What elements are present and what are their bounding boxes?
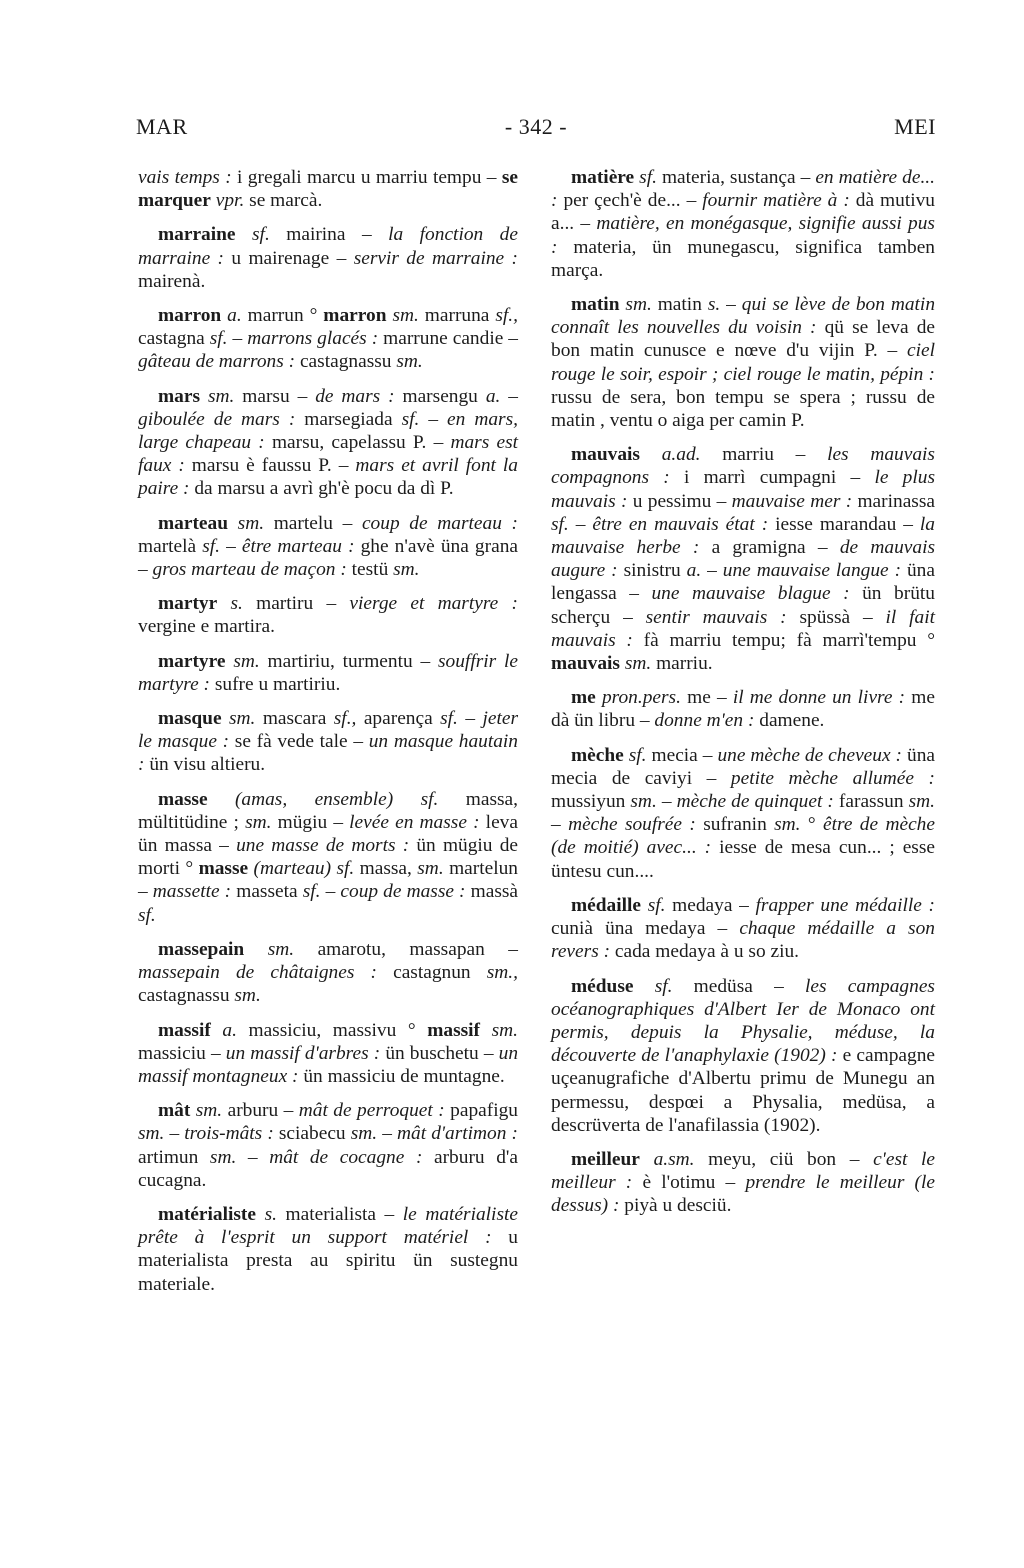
entry-headword: méduse	[571, 975, 634, 997]
entry-french-text: a.	[222, 1019, 237, 1041]
entry-french-text: vais temps :	[138, 167, 238, 188]
entry-monegasque-text: –	[568, 513, 593, 535]
entry-french-text: vierge et martyre :	[349, 593, 518, 615]
entry-french-text: s.	[230, 593, 243, 615]
entry-headword: marron	[158, 305, 222, 327]
dictionary-entry	[138, 304, 518, 374]
entry-french-text: matière, en monégasque, signifie aussi pus :	[551, 213, 935, 258]
entry-monegasque-text: –	[457, 708, 483, 730]
entry-french-text: s.	[264, 1203, 277, 1225]
entry-headword: mauvais	[571, 444, 640, 466]
entry-french-text: gâteau de marrons :	[138, 351, 296, 373]
entry-monegasque-text: marsu, capelassu P. –	[264, 432, 451, 454]
entry-french-text: mât d'artimon :	[397, 1123, 518, 1145]
dictionary-entry	[551, 293, 935, 432]
entry-french-text: en matière de... :	[551, 167, 935, 212]
entry-monegasque-text: massiciu, massivu °	[236, 1019, 428, 1041]
entry-monegasque-text: marruna	[418, 305, 496, 327]
entry-monegasque-text: martiriu, turmentu –	[259, 650, 438, 672]
entry-french-text: sm.	[229, 708, 256, 730]
entry-french-text: sf.	[401, 408, 420, 430]
entry-monegasque-text: ün massiciu de muntagne.	[298, 1065, 505, 1087]
dictionary-entry	[138, 1203, 518, 1296]
dictionary-entry	[551, 1148, 935, 1218]
entry-monegasque-text: castagnassu	[295, 351, 397, 373]
entry-monegasque-text: masseta	[231, 881, 303, 903]
entry-monegasque-text	[200, 386, 208, 407]
entry-french-text: sf.	[647, 894, 666, 916]
entry-french-text: mauvaise mer :	[731, 490, 853, 512]
entry-monegasque-text: marinassa	[852, 490, 936, 512]
entry-french-text: sm.	[774, 814, 801, 836]
entry-monegasque-text: ghe n'avè üna grana –	[138, 535, 518, 581]
entry-french-text: s.	[707, 294, 721, 316]
entry-headword: massif	[158, 1019, 211, 1041]
entry-monegasque-text: mügiu –	[271, 811, 350, 833]
entry-monegasque-text: arburu d'a cucagna.	[138, 1146, 518, 1191]
entry-french-text: mât de perroquet :	[298, 1100, 445, 1122]
entry-french-text: jeter le masque :	[138, 708, 518, 753]
entry-french-text: sm.	[624, 653, 652, 675]
entry-monegasque-text: è l'otimu –	[632, 1172, 746, 1194]
dictionary-entry	[138, 788, 518, 927]
entry-monegasque-text: medüsa –	[672, 975, 805, 997]
entry-french-text: sf.	[302, 881, 321, 903]
entry-monegasque-text: –	[377, 1123, 398, 1145]
entry-monegasque-text: massa, mültitüdine ;	[138, 788, 518, 833]
entry-monegasque-text	[641, 895, 648, 916]
entry-monegasque-text: martelà	[138, 535, 203, 557]
entry-monegasque-text: qü se leva de bon matin cunusce e nœve d'u vijin P. –	[551, 317, 935, 362]
entry-monegasque-text: castagnassu	[138, 985, 235, 1007]
entry-french-text: sm.,	[486, 962, 518, 984]
entry-monegasque-text: castagna	[138, 328, 210, 350]
entry-french-text: massepain de châtaignes :	[138, 962, 377, 984]
entry-monegasque-text: ün mügiu de morti °	[138, 835, 518, 880]
dictionary-entry	[551, 166, 935, 282]
dictionary-entry	[138, 1019, 518, 1089]
entry-french-text: fournir matière à :	[702, 190, 850, 212]
entry-subheadword: marron	[323, 305, 387, 327]
entry-monegasque-text: mairenà.	[138, 270, 206, 292]
entry-french-text: une mauvaise blague :	[651, 583, 850, 605]
entry-french-text: en mars, large chapeau :	[138, 408, 518, 454]
entry-monegasque-text: i marrì cumpagni –	[669, 467, 875, 489]
entry-headword: masse	[158, 788, 208, 810]
entry-monegasque-text	[480, 1020, 492, 1041]
entry-monegasque-text: se fà vede tale –	[229, 731, 369, 753]
entry-french-text: sentir mauvais :	[645, 606, 787, 628]
entry-monegasque-text: marriu –	[700, 444, 828, 466]
entry-french-text: sf.	[440, 708, 458, 730]
entry-monegasque-text: mussiyun	[551, 791, 631, 813]
entry-subheadword: se marquer	[138, 167, 518, 212]
entry-headword: mât	[158, 1100, 191, 1122]
entry-monegasque-text: martiru –	[242, 593, 350, 615]
entry-monegasque-text: se marcà.	[244, 190, 323, 212]
entry-french-text: un massif d'arbres :	[225, 1042, 381, 1064]
dictionary-entry	[138, 592, 518, 638]
entry-french-text: a.	[686, 560, 702, 582]
entry-monegasque-text: aparença	[356, 708, 441, 730]
entry-monegasque-text	[208, 789, 235, 810]
entry-french-text: a.	[485, 385, 501, 407]
entry-monegasque-text: me dà ün libru –	[551, 687, 935, 732]
entry-monegasque-text: massiciu –	[138, 1042, 226, 1064]
entry-french-text: frapper une médaille :	[755, 894, 935, 916]
entry-monegasque-text: u mairenage –	[224, 247, 354, 269]
entry-french-text: sf.	[252, 224, 270, 246]
entry-monegasque-text: materialista –	[276, 1203, 403, 1225]
entry-french-text: la fonction de marraine :	[138, 224, 518, 269]
page-header	[136, 114, 936, 154]
entry-french-text: sm.	[417, 858, 444, 880]
entry-french-text: mât de cocagne :	[269, 1146, 423, 1168]
entry-monegasque-text	[217, 593, 230, 614]
entry-monegasque-text: mecia –	[646, 744, 718, 766]
entry-monegasque-text: testü	[346, 559, 394, 581]
dictionary-entry	[138, 166, 518, 212]
entry-monegasque-text: –	[164, 1123, 185, 1145]
entry-french-text: un massif montagneux :	[138, 1042, 519, 1087]
entry-french-text: gros marteau de maçon :	[152, 559, 347, 581]
entry-french-text: sf.	[628, 744, 647, 766]
dictionary-entry	[138, 385, 518, 501]
entry-french-text: une mèche de cheveux :	[717, 744, 903, 766]
entry-monegasque-text: damene.	[754, 710, 825, 732]
entry-french-text: de mauvais augure :	[551, 537, 935, 582]
entry-monegasque-text	[640, 444, 662, 465]
entry-monegasque-text: –	[236, 1146, 270, 1168]
entry-monegasque-text: cada medaya à u so ziu.	[610, 941, 800, 963]
entry-french-text: coup de marteau :	[361, 512, 518, 534]
entry-monegasque-text: u materialista presta au spiritu ün sustegnu materiale.	[138, 1227, 519, 1295]
entry-headword: mars	[158, 385, 201, 407]
entry-monegasque-text: sciabecu	[273, 1123, 351, 1145]
entry-french-text: petite mèche allumée :	[730, 767, 935, 789]
entry-french-text: qui se lève de bon matin connaît les nouvelles du voisin :	[551, 294, 936, 339]
entry-french-text: levée en masse :	[349, 811, 480, 833]
entry-french-text: trois-mâts :	[184, 1123, 274, 1145]
dictionary-entry	[551, 894, 935, 964]
entry-french-text: être marteau :	[241, 535, 355, 557]
entry-monegasque-text: –	[551, 814, 569, 836]
entry-french-text: sf.	[138, 904, 156, 926]
entry-headword: martyr	[158, 593, 218, 615]
entry-monegasque-text: sufre u martiriu.	[209, 673, 341, 695]
entry-french-text: sm.	[209, 1146, 237, 1168]
entry-monegasque-text: martelun –	[138, 858, 518, 903]
entry-monegasque-text: cunià üna medaya –	[551, 918, 740, 940]
entry-french-text: mèche de quinquet :	[676, 791, 834, 813]
entry-monegasque-text: per çech'è de... –	[557, 190, 703, 212]
right-column	[551, 166, 935, 1229]
entry-french-text: sm.	[195, 1100, 223, 1122]
entry-french-text: mars est faux :	[138, 432, 518, 477]
running-head-left: MAR	[136, 114, 188, 139]
entry-french-text: être en mauvais état :	[592, 513, 769, 535]
entry-monegasque-text: marsu –	[234, 385, 316, 407]
entry-french-text: les mauvais compagnons :	[551, 444, 935, 489]
entry-monegasque-text: –	[701, 560, 723, 582]
entry-french-text: sm.	[491, 1019, 518, 1041]
entry-monegasque-text	[633, 976, 654, 997]
entry-monegasque-text	[256, 1204, 265, 1225]
entry-monegasque-text: –	[320, 881, 341, 903]
dictionary-entry	[138, 707, 518, 777]
entry-french-text: la mauvaise herbe :	[551, 513, 935, 559]
entry-french-text: a.	[227, 305, 242, 327]
entry-subheadword: mauvais	[551, 653, 620, 675]
entry-monegasque-text	[244, 939, 267, 960]
dictionary-entry	[551, 744, 935, 883]
entry-monegasque-text	[640, 1149, 654, 1170]
entry-headword: mèche	[571, 744, 624, 766]
entry-monegasque-text: i gregali marcu u marriu tempu –	[237, 167, 502, 188]
entry-monegasque-text	[228, 513, 238, 534]
entry-french-text: sm.	[267, 938, 295, 960]
entry-headword: médaille	[571, 894, 642, 916]
entry-monegasque-text: papafigu	[444, 1100, 518, 1122]
entry-monegasque-text: amarotu, massapan –	[294, 938, 518, 960]
entry-monegasque-text: marrune candie –	[378, 328, 518, 350]
entry-french-text: coup de masse :	[340, 881, 466, 903]
entry-french-text: sf.,	[333, 708, 357, 730]
entry-french-text: être de mèche (de moitié) avec... :	[551, 814, 935, 859]
entry-monegasque-text: dà mutivu a... –	[551, 190, 935, 235]
entry-headword: me	[571, 687, 596, 709]
entry-french-text: a.sm.	[653, 1148, 695, 1170]
entry-monegasque-text: da marsu a avrì gh'è pocu da dì P.	[189, 478, 454, 500]
entry-monegasque-text: arburu –	[222, 1100, 299, 1122]
entry-french-text: vpr.	[215, 190, 245, 212]
entry-french-text: sm.	[625, 294, 652, 316]
entry-french-text: prendre le meilleur (le dessus) :	[551, 1172, 935, 1217]
entry-monegasque-text: –	[656, 791, 677, 813]
entry-monegasque-text: mascara	[255, 708, 334, 730]
entry-monegasque-text: sufranin	[695, 814, 775, 836]
entry-headword: massepain	[158, 938, 245, 960]
entry-monegasque-text: piyà u desciü.	[619, 1195, 732, 1217]
entry-monegasque-text: üna mecia de caviyi –	[551, 744, 935, 789]
entry-french-text: mars et avril font la paire :	[138, 455, 518, 500]
entry-monegasque-text: marriu.	[651, 653, 713, 675]
entry-headword: martyre	[158, 650, 226, 672]
entry-subheadword: massif	[427, 1019, 481, 1041]
entry-french-text: sm.	[237, 512, 265, 534]
left-column	[138, 166, 518, 1307]
entry-french-text: sm.	[350, 1123, 378, 1145]
entry-french-text: le matérialiste prête à l'esprit un support matériel :	[138, 1203, 518, 1249]
entry-headword: matière	[571, 167, 635, 188]
entry-monegasque-text: me –	[680, 687, 733, 709]
entry-monegasque-text: –	[419, 408, 448, 430]
entry-subheadword: masse	[198, 858, 249, 880]
entry-french-text: sm.	[245, 811, 272, 833]
entry-french-text: donne m'en :	[654, 710, 755, 732]
entry-french-text: marrons glacés :	[247, 328, 379, 350]
entry-french-text: servir de marraine :	[353, 247, 519, 269]
entry-french-text: souffrir le martyre :	[138, 650, 518, 695]
entry-monegasque-text: martelu –	[264, 512, 362, 534]
entry-monegasque-text: marsegiada	[295, 408, 402, 430]
dictionary-entry	[138, 1099, 518, 1192]
entry-french-text: sm.	[234, 985, 261, 1007]
entry-french-text: sf.	[202, 535, 220, 557]
entry-monegasque-text	[211, 1020, 223, 1041]
entry-french-text: sf.,	[495, 305, 518, 327]
entry-french-text: a.ad.	[661, 444, 701, 466]
entry-monegasque-text: matin	[651, 294, 708, 316]
entry-french-text: chaque médaille a son revers :	[551, 918, 935, 963]
entry-french-text: sm.	[630, 791, 657, 813]
entry-french-text: sf.	[654, 975, 673, 997]
entry-french-text: un masque hautain :	[138, 731, 518, 776]
entry-headword: masque	[158, 708, 222, 730]
entry-french-text: ciel rouge le soir, espoir ; ciel rouge le matin, pépin :	[551, 340, 935, 385]
entry-monegasque-text	[236, 224, 252, 245]
entry-french-text: sm.	[396, 351, 423, 373]
entry-monegasque-text	[222, 708, 229, 729]
dictionary-entry	[551, 686, 935, 732]
entry-monegasque-text: castagnun	[376, 962, 487, 984]
entry-french-text: sf.	[639, 167, 657, 188]
entry-french-text: sm.	[392, 305, 419, 327]
entry-monegasque-text: farassun	[833, 791, 909, 813]
entry-monegasque-text: spüssà –	[786, 606, 886, 628]
entry-french-text: sm.	[233, 650, 260, 672]
dictionary-entry	[551, 975, 935, 1137]
entry-french-text: sm.	[908, 791, 935, 813]
entry-headword: marteau	[158, 512, 228, 534]
entry-headword: meilleur	[571, 1148, 640, 1170]
entry-french-text: il fait mauvais :	[551, 606, 936, 651]
entry-french-text: (marteau) sf.	[253, 858, 355, 880]
entry-monegasque-text: –	[220, 535, 242, 557]
entry-monegasque-text: –	[227, 328, 248, 350]
entry-headword: marraine	[158, 224, 236, 246]
entry-french-text: c'est le meilleur :	[551, 1148, 935, 1194]
entry-french-text: il me donne un livre :	[732, 687, 906, 709]
entry-french-text: sf.	[551, 513, 569, 535]
entry-french-text: de mars :	[315, 385, 395, 407]
entry-french-text: sm.	[393, 559, 420, 581]
entry-french-text: les campagnes océanographiques d'Albert Ier de Monaco ont permis, depuis la Physalie, méduse, la découverte de l'anaphylaxie (1902) :	[551, 975, 935, 1067]
entry-monegasque-text: artimun	[138, 1146, 210, 1168]
entry-french-text: pron.pers.	[601, 687, 681, 709]
entry-monegasque-text: materia, ün munegascu, significa tamben marça.	[551, 236, 935, 281]
entry-monegasque-text: meyu, ciü bon –	[694, 1148, 874, 1170]
entry-monegasque-text: massa,	[354, 858, 418, 880]
entry-french-text: une masse de morts :	[236, 835, 410, 857]
entry-monegasque-text: ün buschetu –	[380, 1042, 499, 1064]
entry-monegasque-text: marrun °	[241, 305, 324, 327]
entry-french-text: sm.	[138, 1123, 165, 1145]
dictionary-entry	[138, 650, 518, 696]
entry-french-text: mèche soufrée :	[568, 814, 696, 836]
entry-french-text: (amas, ensemble) sf.	[234, 788, 439, 810]
entry-french-text: massette :	[152, 881, 232, 903]
entry-french-text: sf.	[209, 328, 228, 350]
entry-monegasque-text: a gramigna –	[699, 537, 840, 559]
entry-monegasque-text: marsu è faussu P. –	[184, 455, 356, 477]
dictionary-entry	[138, 938, 518, 1008]
entry-monegasque-text: ün brütu scherçu –	[551, 583, 935, 628]
entry-monegasque-text: materia, sustança –	[656, 167, 816, 188]
entry-monegasque-text: °	[800, 814, 824, 836]
entry-monegasque-text: iesse marandau –	[768, 513, 920, 535]
entry-monegasque-text: sinistru	[617, 560, 687, 582]
entry-monegasque-text: russu de sera, bon tempu se spera ; russu de matin , ventu o aiga per camin P.	[551, 386, 935, 432]
entry-monegasque-text: e campagne uçeanugrafiche d'Albertu primu de Munegu an permessu, despœi a Physalia, medüsa, a descrüverta de l'anafilassia (1902).	[551, 1045, 935, 1136]
entry-monegasque-text: iesse de mesa cun... ; esse üntesu cun....	[551, 837, 935, 882]
entry-headword: matérialiste	[158, 1203, 256, 1225]
entry-french-text: giboulée de mars :	[138, 408, 296, 430]
entry-french-text: le plus mauvais :	[551, 467, 935, 512]
entry-monegasque-text: u pessimu –	[627, 490, 732, 512]
entry-monegasque-text: leva ün massa –	[138, 811, 518, 857]
entry-monegasque-text: marsengu	[394, 385, 486, 407]
entry-monegasque-text: vergine e martira.	[138, 616, 275, 638]
page-number: - 342 -	[504, 114, 568, 139]
dictionary-entry	[551, 443, 935, 675]
entry-monegasque-text: mairina –	[269, 224, 389, 246]
entry-monegasque-text: –	[500, 385, 518, 407]
entry-monegasque-text: üna lengassa –	[551, 560, 935, 605]
dictionary-entry	[138, 512, 518, 582]
running-head-right: MEI	[894, 114, 936, 139]
entry-monegasque-text: fà marriu tempu; fà marrì'tempu °	[632, 629, 936, 651]
entry-headword: matin	[571, 294, 620, 316]
dictionary-entry	[138, 223, 518, 293]
entry-monegasque-text: medaya –	[665, 894, 756, 916]
entry-monegasque-text: ün visu altieru.	[144, 754, 266, 776]
entry-french-text: une mauvaise langue :	[722, 560, 902, 582]
entry-monegasque-text: –	[720, 294, 742, 316]
entry-monegasque-text: massà	[465, 881, 519, 903]
entry-french-text: sm.	[207, 385, 235, 407]
